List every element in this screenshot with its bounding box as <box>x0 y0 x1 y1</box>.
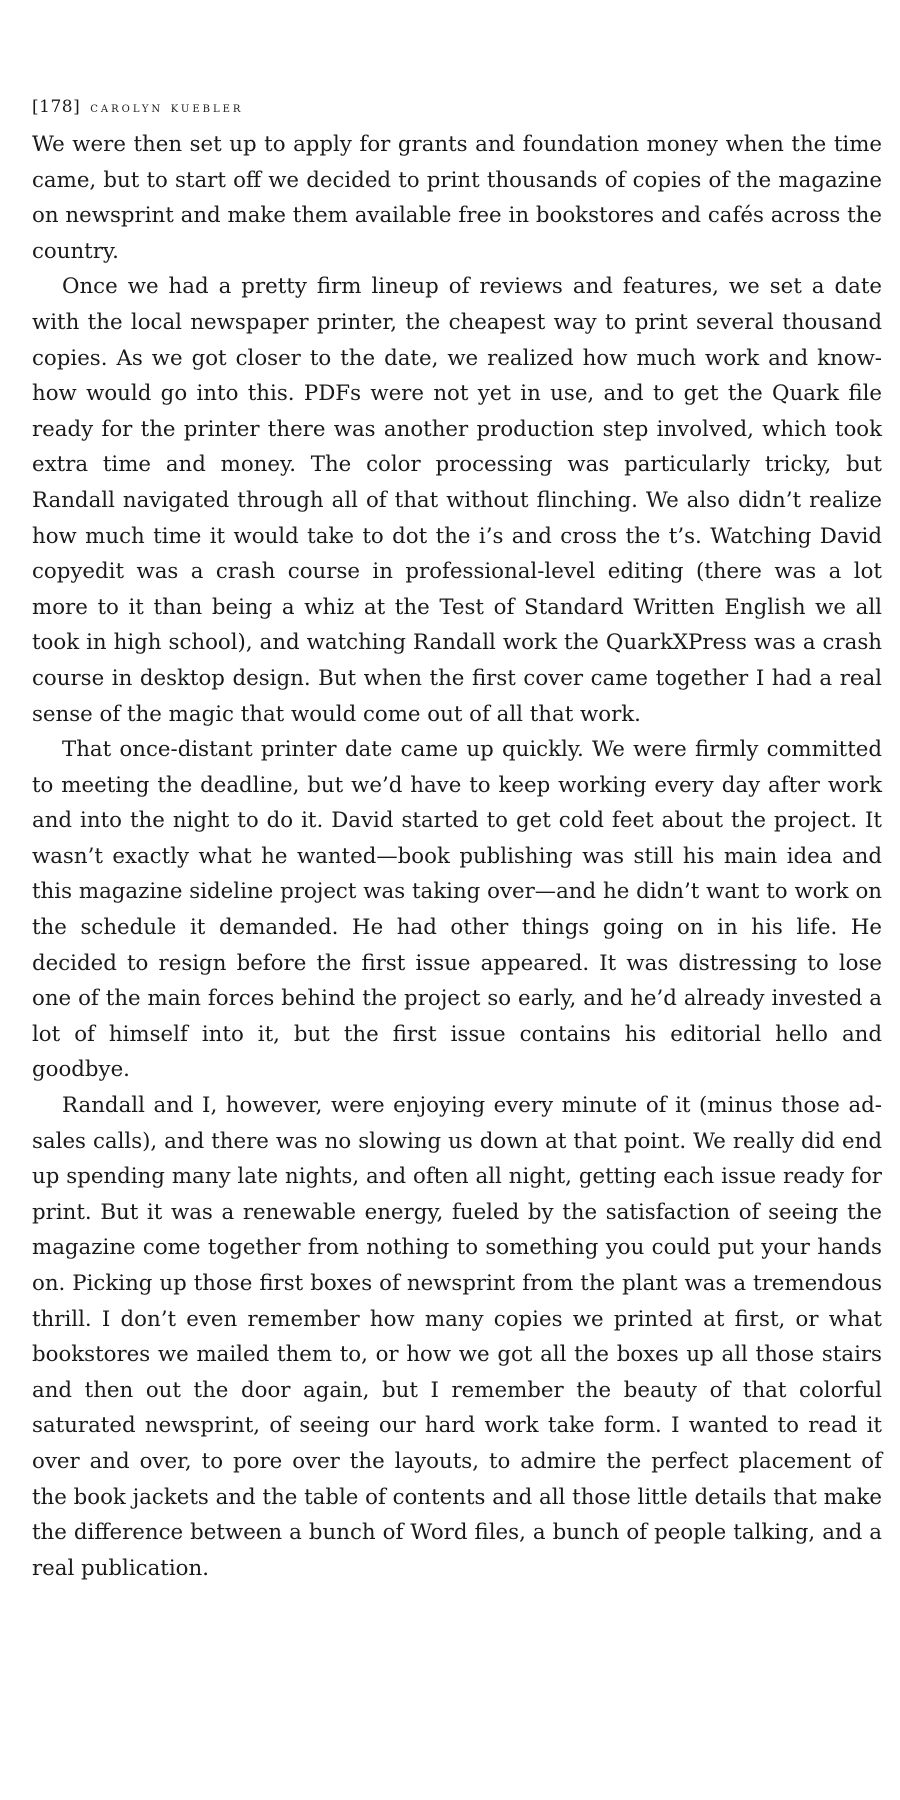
book-page <box>32 94 882 1586</box>
paragraph-1: We were then set up to apply for grants and foundation money when the time came, but to start off we decided to print thousands of copies of the magazine on newsprint and make them available free in bookstores and cafés across the country. <box>32 132 882 264</box>
paragraph-2: Once we had a pretty firm lineup of reviews and features, we set a date with the local newspaper printer, the cheapest way to print several thousand copies. As we got closer to the date, we realized how much work and know-how would go into this. PDFs were not yet in use, and to get the Quark file ready for the printer there was another production step involved, which took extra time and money. The color processing was particularly tricky, but Randall navigated through all of that without flinching. We also didn’t realize how much time it would take to dot the i’s and cross the t’s. Watching David copyedit was a crash course in professional-level editing (there was a lot more to it than being a whiz at the Test of Standard Written English we all took in high school), and watching Randall work the QuarkXPress was a crash course in desktop design. But when the first cover came together I had a real sense of the magic that would come out of all that work. <box>32 274 882 727</box>
paragraph-4: Randall and I, however, were enjoying every minute of it (minus those ad-sales calls), and there was no slowing us down at that point. We really did end up spending many late nights, and often all night, getting each issue ready for print. But it was a renewable energy, fueled by the satisfaction of seeing the magazine come together from nothing to something you could put your hands on. Picking up those first boxes of newsprint from the plant was a tremendous thrill. I don’t even remember how many copies we printed at first, or what bookstores we mailed them to, or how we got all the boxes up all those stairs and then out the door again, but I remember the beauty of that colorful saturated newsprint, of seeing our hard work take form. I wanted to read it over and over, to pore over the layouts, to admire the perfect placement of the book jackets and the table of contents and all those little details that make the difference between a bunch of Word files, a bunch of people talking, and a real publication. <box>32 1093 882 1581</box>
paragraph-3: That once-distant printer date came up quickly. We were firmly committed to meeting the deadline, but we’d have to keep working every day after work and into the night to do it. David started to get cold feet about the project. It wasn’t exactly what he wanted—book publishing was still his main idea and this magazine sideline project was taking over—and he didn’t want to work on the schedule it demanded. He had other things going on in his life. He decided to resign before the first issue appeared. It was distressing to lose one of the main forces behind the project so early, and he’d already invested a lot of himself into it, but the first issue contains his editorial hello and goodbye. <box>32 737 882 1083</box>
page-number: [178] <box>32 97 81 117</box>
body-text <box>32 127 882 1586</box>
running-head <box>32 94 882 120</box>
author-name: carolyn kuebler <box>90 100 244 116</box>
